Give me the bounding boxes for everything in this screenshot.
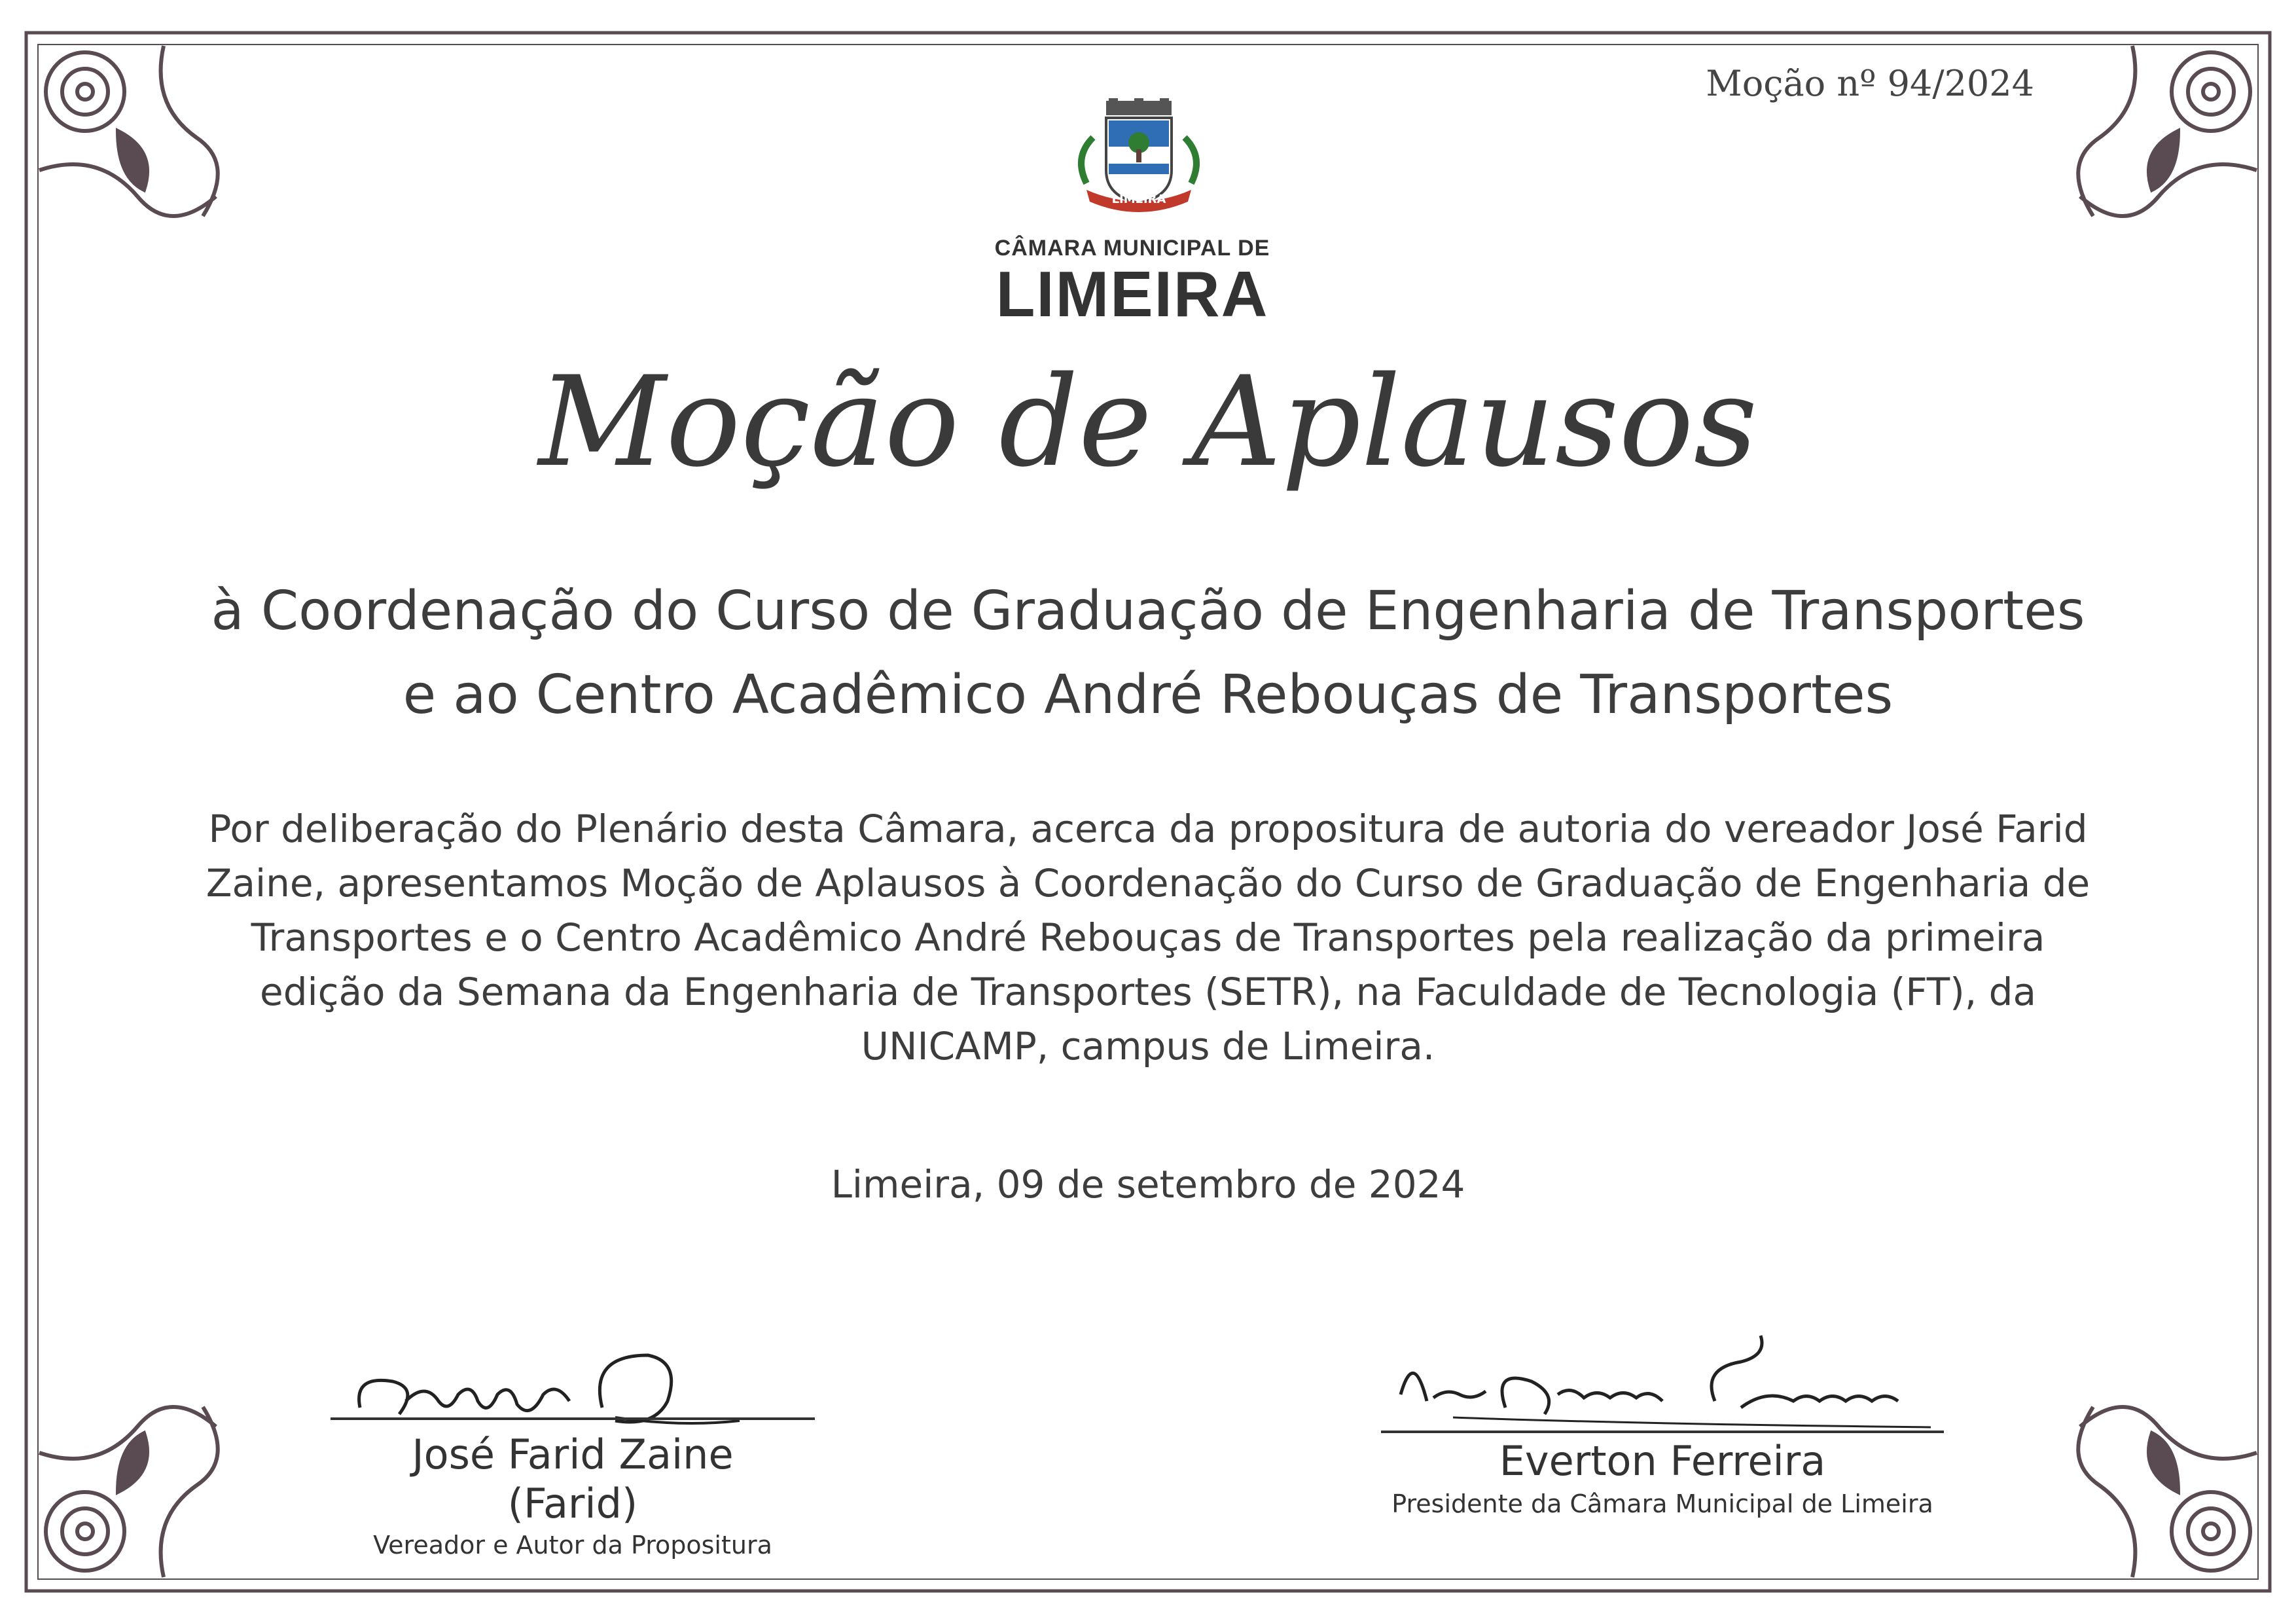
signature-scribble-left — [340, 1329, 798, 1440]
corner-ornament-bottom-right — [2078, 1407, 2257, 1577]
certificate-title: Moção de Aplausos — [538, 350, 1758, 494]
signature-scribble-right — [1374, 1329, 1950, 1440]
municipal-emblem-icon — [1060, 98, 1217, 213]
signature-line-right — [1381, 1431, 1944, 1433]
signer-nickname-left: (Farid) — [507, 1480, 638, 1527]
motion-number: Moção nº 94/2024 — [1706, 63, 2034, 104]
body-text: Por deliberação do Plenário desta Câmara, acerca da propositura de autoria do vereador José Farid Zaine, apresentamos Moção de Aplausos à Coordenação do Curso de Graduação de Engenharia de Transportes e o Centro Acadêmico André Rebouças de Transportes pela realização da primeira edição da Semana da Engenharia de Transportes (SETR), na Faculdade de Tecnologia (FT), da UNICAMP, campus de Limeira. — [206, 807, 2090, 1068]
subtitle — [98, 570, 2198, 737]
signature-line-left — [331, 1417, 815, 1420]
corner-ornament-bottom-left — [39, 1407, 218, 1577]
subtitle-line: e ao Centro Acadêmico André Rebouças de Transportes — [403, 664, 1893, 726]
subtitle-line: à Coordenação do Curso de Graduação de Engenharia de Transportes — [211, 580, 2085, 642]
chamber-subtitle: CÂMARA MUNICIPAL DE — [994, 236, 1270, 261]
signer-role-left: Vereador e Autor da Propositura — [373, 1531, 772, 1559]
date-line: Limeira, 09 de setembro de 2024 — [831, 1162, 1465, 1207]
emblem-band-text: LIMEIRA — [1111, 192, 1166, 206]
signer-role-right: Presidente da Câmara Municipal de Limeira — [1391, 1489, 1933, 1518]
corner-ornament-top-left — [39, 46, 218, 216]
signer-name-right: Everton Ferreira — [1499, 1437, 1826, 1485]
chamber-name: LIMEIRA — [996, 258, 1269, 330]
corner-ornament-top-right — [2078, 46, 2257, 216]
signer-name-left: José Farid Zaine — [412, 1431, 734, 1478]
